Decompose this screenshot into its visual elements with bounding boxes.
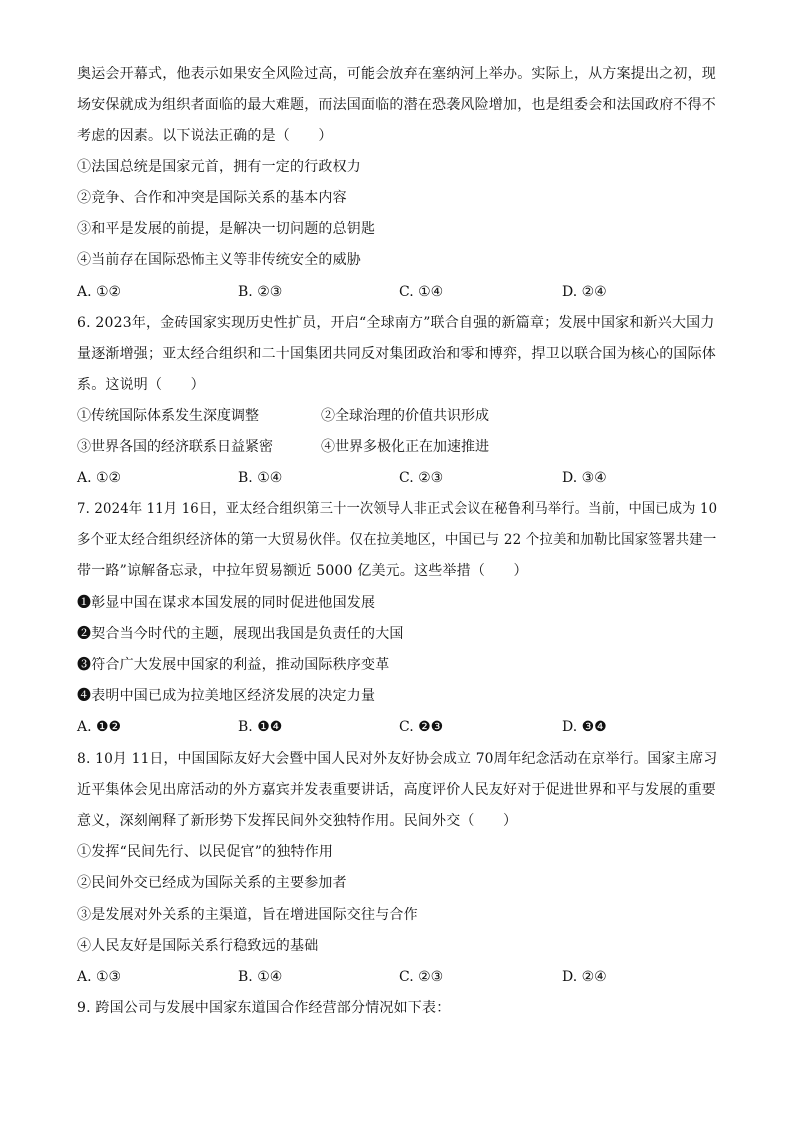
q6-option-d: D. ③④ — [562, 470, 607, 486]
q7-option-b: B. ❶❹ — [238, 719, 283, 735]
q8-option-b: B. ①④ — [238, 969, 283, 985]
q8-stem-line: 近平集体会见出席活动的外方嘉宾并发表重要讲话，高度评价人民友好对于促进世界和平与发展的重要 — [77, 782, 716, 798]
q5-stem-line: 场安保就成为组织者面临的最大难题，而法国面临的潜在恐袭风险增加，也是组委会和法国政府不得不 — [77, 97, 716, 113]
q7-stem-line: 7. 2024年 11月 16日，亚太经合组织第三十一次领导人非正式会议在秘鲁利马举行。当前，中国已成为 10 — [77, 501, 718, 517]
q5-option-d: D. ②④ — [562, 284, 607, 300]
q8-option-c: C. ②③ — [399, 969, 444, 985]
q5-option-b: B. ②③ — [238, 284, 283, 300]
q8-stem-line: 8. 10月 11日，中国国际友好大会暨中国人民对外友好协会成立 70周年纪念活动在京举行。国家主席习 — [77, 751, 718, 767]
q5-option-a: A. ①② — [77, 284, 122, 300]
q6-stem-line: 6. 2023年，金砖国家实现历史性扩员，开启“全球南方”联合自强的新篇章；发展中国家和新兴大国力 — [77, 315, 715, 331]
q5-item-4: ④当前存在国际恐怖主义等非传统安全的威胁 — [77, 252, 361, 268]
q8-item-2: ②民间外交已经成为国际关系的主要参加者 — [77, 875, 347, 891]
q7-item-4: ❹表明中国已成为拉美地区经济发展的决定力量 — [77, 688, 376, 704]
q5-item-2: ②竞争、合作和冲突是国际关系的基本内容 — [77, 190, 347, 206]
q7-option-c: C. ❷❸ — [399, 719, 444, 735]
q6-option-b: B. ①④ — [238, 470, 283, 486]
q5-stem-line: 奥运会开幕式，他表示如果安全风险过高，可能会放弃在塞纳河上举办。实际上，从方案提出之初，现 — [77, 66, 716, 82]
q5-stem-line: 考虑的因素。以下说法正确的是（ ） — [77, 128, 333, 144]
q6-item-2: ②全球治理的价值共识形成 — [321, 408, 489, 424]
q8-stem-line: 意义，深刻阐释了新形势下发挥民间外交独特作用。民间外交（ ） — [77, 813, 518, 829]
q5-option-c: C. ①④ — [399, 284, 444, 300]
q6-item-4: ④世界多极化正在加速推进 — [321, 439, 489, 455]
q5-item-1: ①法国总统是国家元首，拥有一定的行政权力 — [77, 159, 361, 175]
q6-stem-line: 系。这说明（ ） — [77, 377, 205, 393]
q5-item-3: ③和平是发展的前提，是解决一切问题的总钥匙 — [77, 221, 376, 237]
q8-item-3: ③是发展对外关系的主渠道，旨在增进国际交往与合作 — [77, 907, 418, 923]
q7-item-3: ❸符合广大发展中国家的利益，推动国际秩序变革 — [77, 657, 390, 673]
q8-item-1: ①发挥“民间先行、以民促官”的独特作用 — [77, 844, 334, 860]
q6-stem-line: 量逐渐增强；亚太经合组织和二十国集团共同反对集团政治和零和博弈，捍卫以联合国为核心的国际体 — [77, 346, 716, 362]
q8-item-4: ④人民友好是国际关系行稳致远的基础 — [77, 938, 319, 954]
q7-item-1: ❶彰显中国在谋求本国发展的同时促进他国发展 — [77, 595, 376, 611]
q9-stem-line: 9. 跨国公司与发展中国家东道国合作经营部分情况如下表： — [77, 1000, 451, 1016]
q6-item-3: ③世界各国的经济联系日益紧密 — [77, 439, 273, 455]
q6-option-a: A. ①② — [77, 470, 122, 486]
q7-item-2: ❷契合当今时代的主题，展现出我国是负责任的大国 — [77, 626, 404, 642]
q7-stem-line: 带一路”谅解备忘录，中拉年贸易额近 5000 亿美元。这些举措（ ） — [77, 563, 528, 579]
q6-item-1: ①传统国际体系发生深度调整 — [77, 408, 259, 424]
q7-option-d: D. ❸❹ — [562, 719, 607, 735]
q7-stem-line: 多个亚太经合组织经济体的第一大贸易伙伴。仅在拉美地区，中国已与 22 个拉美和加勒比国家签署共建一 — [77, 532, 717, 548]
q8-option-d: D. ②④ — [562, 969, 607, 985]
q6-option-c: C. ②③ — [399, 470, 444, 486]
q7-option-a: A. ❶❷ — [77, 719, 122, 735]
q8-option-a: A. ①③ — [77, 969, 122, 985]
